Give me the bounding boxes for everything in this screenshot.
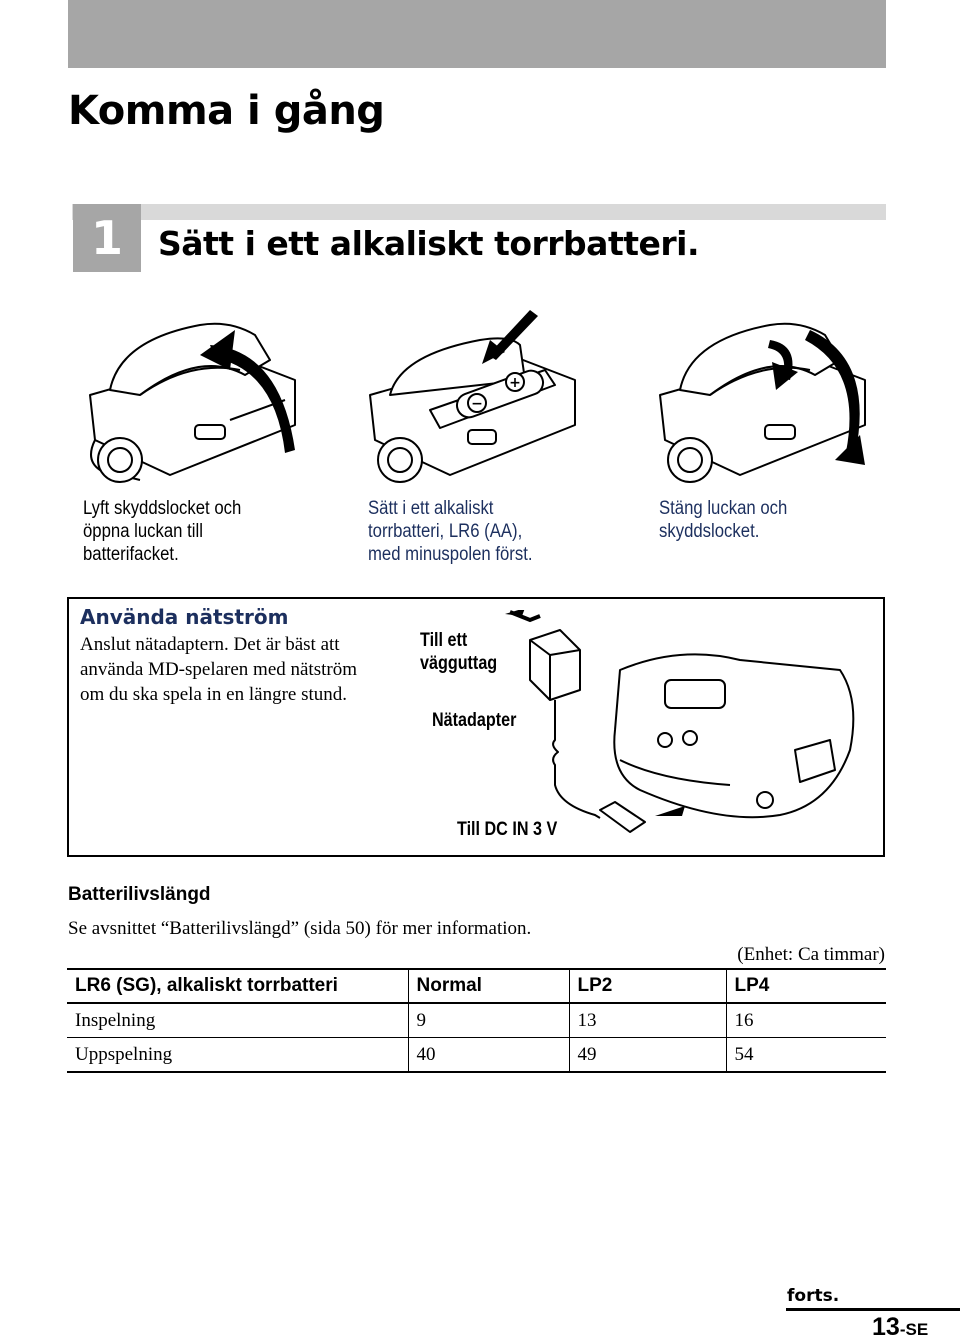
header-bar (68, 0, 886, 68)
plus-symbol: + (509, 375, 521, 391)
label-dc-in: Till DC IN 3 V (457, 819, 558, 840)
page-title: Komma i gång (68, 88, 385, 134)
table-cell: 9 (408, 1003, 569, 1038)
continued-label: forts. (787, 1286, 840, 1306)
header-battery-type: LR6 (SG), alkaliskt torrbatteri (67, 969, 408, 1003)
table-cell: 13 (569, 1003, 726, 1038)
header-lp2: LP2 (569, 969, 726, 1003)
footer-rule (786, 1308, 960, 1311)
battery-life-text: Se avsnittet “Batterilivslängd” (sida 50) för mer information. (68, 918, 532, 939)
table-cell: 54 (726, 1038, 886, 1073)
table-header-row (67, 969, 886, 1003)
open-cover-illustration (80, 300, 310, 490)
header-normal: Normal (408, 969, 569, 1003)
mains-text: Anslut nätadaptern. Det är bäst att använda MD-spelaren med nätström om du ska spela in en längre stund. (80, 634, 357, 705)
row-label: Inspelning (67, 1003, 408, 1038)
minus-symbol: − (471, 396, 483, 412)
insert-battery-illustration (360, 300, 590, 490)
table-row (67, 1003, 886, 1038)
row-label: Uppspelning (67, 1038, 408, 1073)
page-number: 13-SE (872, 1313, 929, 1341)
step-title: Sätt i ett alkaliskt torrbatteri. (158, 224, 700, 263)
caption-step-3: Stäng luckan och skyddslocket. (659, 498, 788, 542)
caption-step-1: Lyft skyddslocket och öppna luckan till batterifacket. (83, 498, 242, 565)
step-bar (72, 204, 886, 220)
unit-note: (Enhet: Ca timmar) (737, 944, 885, 965)
mains-title: Använda nätström (80, 605, 289, 629)
caption-step-2: Sätt i ett alkaliskt torrbatteri, LR6 (AA), med minuspolen först. (368, 498, 533, 565)
close-cover-illustration (650, 300, 880, 490)
table-cell: 40 (408, 1038, 569, 1073)
table-cell: 49 (569, 1038, 726, 1073)
table-cell: 16 (726, 1003, 886, 1038)
label-wall-outlet: Till ett vägguttag (420, 630, 498, 674)
ac-adapter-illustration (500, 610, 860, 850)
table-row (67, 1038, 886, 1073)
battery-life-title: Batterilivslängd (68, 884, 211, 905)
label-ac-adapter: Nätadapter (432, 710, 517, 731)
step-number: 1 (73, 204, 141, 272)
battery-life-table (67, 968, 886, 1073)
header-lp4: LP4 (726, 969, 886, 1003)
